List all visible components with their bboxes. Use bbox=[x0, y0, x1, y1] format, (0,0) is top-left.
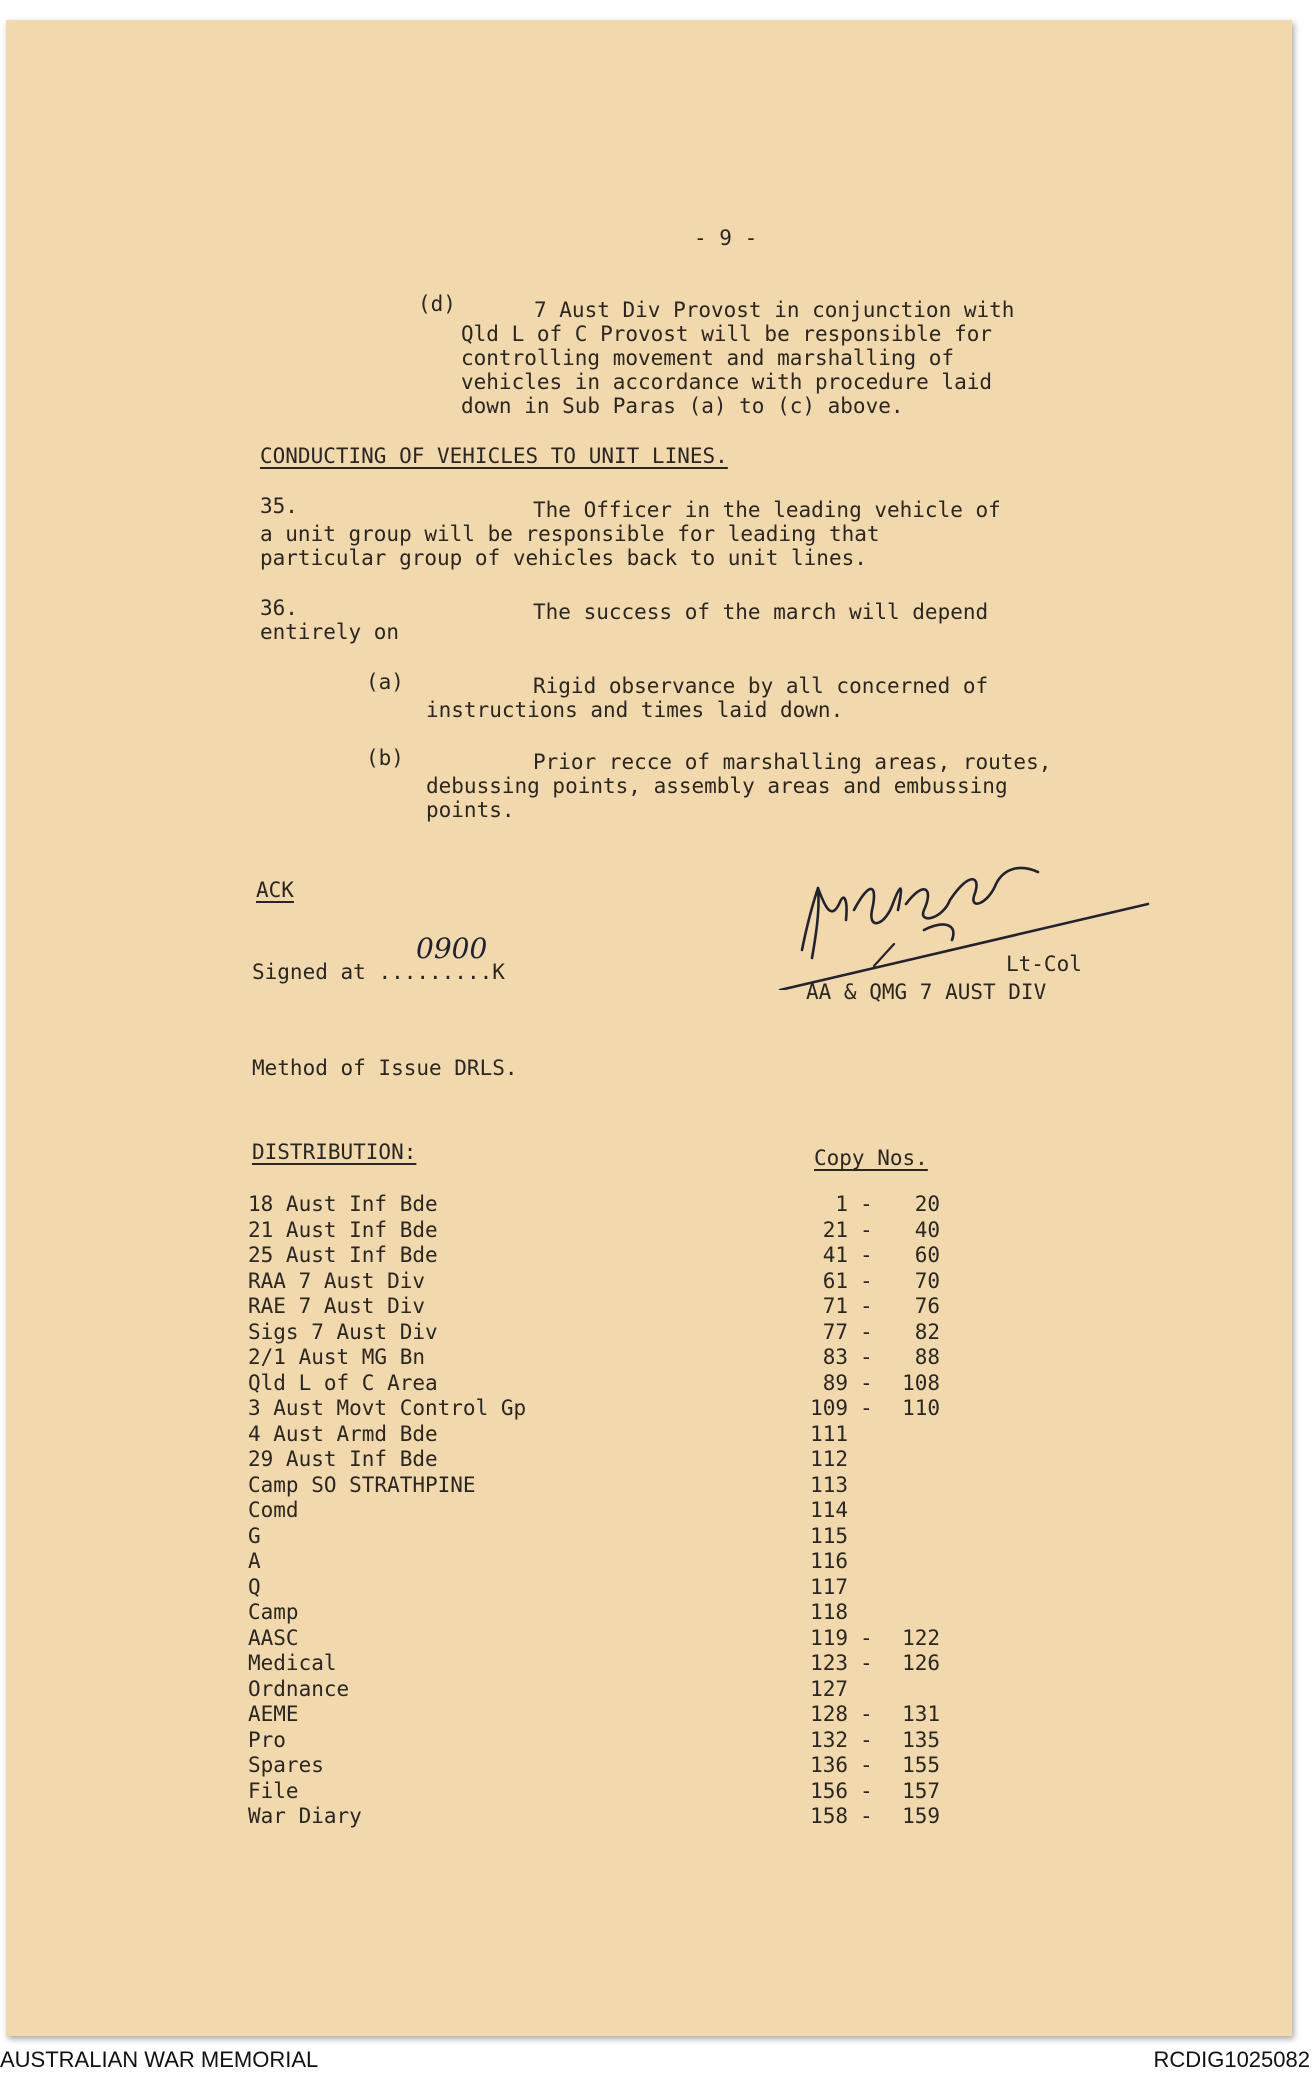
copy-number-to: 135 bbox=[902, 1727, 940, 1752]
ack-label: ACK bbox=[256, 878, 294, 902]
copy-number-from: 128 bbox=[810, 1702, 848, 1726]
copy-number-from: 71 bbox=[822, 1294, 848, 1318]
copy-number-to: 155 bbox=[902, 1753, 940, 1777]
para-35-line-2: a unit group will be responsible for leading that bbox=[260, 522, 880, 546]
copy-range-dash: - bbox=[860, 1268, 873, 1293]
copy-number-to: 20 bbox=[914, 1192, 940, 1216]
para-d-line-2: Qld L of C Provost will be responsible for bbox=[461, 322, 993, 346]
distribution-unit: RAE 7 Aust Div bbox=[248, 1294, 426, 1318]
copy-number-from: 111 bbox=[810, 1421, 848, 1446]
distribution-row bbox=[248, 1804, 1008, 1830]
copy-number-to: 126 bbox=[902, 1651, 940, 1675]
distribution-row bbox=[248, 1651, 1008, 1677]
copy-number-to: 159 bbox=[902, 1804, 940, 1828]
distribution-unit: 3 Aust Movt Control Gp bbox=[248, 1396, 527, 1420]
distribution-row bbox=[248, 1626, 1008, 1652]
distribution-table bbox=[248, 1192, 1008, 1842]
copy-number-from: 123 bbox=[810, 1651, 848, 1675]
distribution-unit: 18 Aust Inf Bde bbox=[248, 1192, 438, 1216]
copy-number-to: 110 bbox=[902, 1396, 940, 1420]
distribution-unit: Pro bbox=[248, 1727, 286, 1752]
copy-number-to: 82 bbox=[914, 1319, 940, 1344]
distribution-row bbox=[248, 1549, 1008, 1575]
copy-range-dash: - bbox=[860, 1217, 873, 1242]
copy-range-dash: - bbox=[860, 1778, 873, 1803]
copy-range-dash: - bbox=[860, 1651, 873, 1675]
distribution-row bbox=[248, 1422, 1008, 1448]
sub-a-line-1: Rigid observance by all concerned of bbox=[533, 674, 989, 698]
copy-range-dash: - bbox=[860, 1753, 873, 1777]
distribution-row bbox=[248, 1447, 1008, 1473]
distribution-unit: 2/1 Aust MG Bn bbox=[248, 1345, 426, 1369]
signed-at-label: Signed at bbox=[252, 960, 366, 984]
copy-number-to: 40 bbox=[914, 1217, 940, 1242]
copy-range-dash: - bbox=[860, 1294, 873, 1318]
distribution-row bbox=[248, 1600, 1008, 1626]
copy-range-dash: - bbox=[860, 1192, 873, 1216]
distribution-row bbox=[248, 1396, 1008, 1422]
distribution-row bbox=[248, 1320, 1008, 1346]
para-d-line-5: down in Sub Paras (a) to (c) above. bbox=[461, 394, 904, 418]
distribution-unit: AEME bbox=[248, 1702, 299, 1726]
copy-number-from: 136 bbox=[810, 1753, 848, 1777]
method-of-issue: Method of Issue DRLS. bbox=[252, 1056, 518, 1080]
distribution-row bbox=[248, 1753, 1008, 1779]
copy-number-to: 157 bbox=[902, 1778, 940, 1803]
distribution-unit: 29 Aust Inf Bde bbox=[248, 1447, 438, 1471]
copy-number-to: 88 bbox=[914, 1345, 940, 1369]
signed-at-dots: ......... bbox=[378, 960, 493, 984]
signed-at-suffix: K bbox=[492, 960, 505, 984]
para-35-number: 35. bbox=[260, 494, 298, 518]
copy-range-dash: - bbox=[860, 1625, 873, 1650]
document-page bbox=[6, 20, 1292, 2036]
distribution-row bbox=[248, 1243, 1008, 1269]
distribution-row bbox=[248, 1702, 1008, 1728]
handwritten-time: 0900 bbox=[416, 932, 488, 965]
copy-range-dash: - bbox=[860, 1396, 873, 1420]
para-36-line-2: entirely on bbox=[260, 620, 400, 644]
copy-range-dash: - bbox=[860, 1804, 873, 1828]
copy-number-from: 112 bbox=[810, 1447, 848, 1471]
copy-number-from: 83 bbox=[822, 1345, 848, 1369]
para-d-label: (d) bbox=[418, 292, 456, 316]
distribution-unit: Q bbox=[248, 1574, 261, 1599]
sub-a-label: (a) bbox=[366, 670, 404, 694]
distribution-unit: Comd bbox=[248, 1498, 299, 1522]
distribution-unit: Camp SO STRATHPINE bbox=[248, 1472, 476, 1497]
distribution-unit: War Diary bbox=[248, 1804, 362, 1828]
distribution-row bbox=[248, 1345, 1008, 1371]
distribution-heading: DISTRIBUTION: bbox=[252, 1140, 417, 1164]
copy-range-dash: - bbox=[860, 1702, 873, 1726]
copy-number-from: 113 bbox=[810, 1472, 848, 1497]
distribution-unit: RAA 7 Aust Div bbox=[248, 1268, 426, 1293]
copy-number-from: 117 bbox=[810, 1574, 848, 1599]
distribution-row bbox=[248, 1473, 1008, 1499]
copy-number-from: 21 bbox=[822, 1217, 848, 1242]
sub-a-line-2: instructions and times laid down. bbox=[426, 698, 844, 722]
copy-range-dash: - bbox=[860, 1370, 873, 1395]
signature-title: AA & QMG 7 AUST DIV bbox=[806, 980, 1047, 1004]
copy-number-to: 122 bbox=[902, 1625, 940, 1650]
copy-number-from: 116 bbox=[810, 1549, 848, 1573]
para-36-line-1: The success of the march will depend bbox=[533, 600, 989, 624]
distribution-unit: Qld L of C Area bbox=[248, 1370, 438, 1395]
distribution-unit: 25 Aust Inf Bde bbox=[248, 1243, 438, 1267]
distribution-row bbox=[248, 1371, 1008, 1397]
copy-number-from: 61 bbox=[822, 1268, 848, 1293]
distribution-unit: Sigs 7 Aust Div bbox=[248, 1319, 438, 1344]
signature-scribble bbox=[774, 840, 1154, 990]
copy-number-from: 115 bbox=[810, 1523, 848, 1548]
copy-number-from: 89 bbox=[822, 1370, 848, 1395]
footer-archive-name: AUSTRALIAN WAR MEMORIAL bbox=[0, 2047, 319, 2072]
copy-range-dash: - bbox=[860, 1319, 873, 1344]
distribution-row bbox=[248, 1524, 1008, 1550]
distribution-unit: File bbox=[248, 1778, 299, 1803]
para-35-line-3: particular group of vehicles back to unit lines. bbox=[260, 546, 867, 570]
distribution-row bbox=[248, 1779, 1008, 1805]
copy-number-to: 76 bbox=[914, 1294, 940, 1318]
copy-number-from: 127 bbox=[810, 1676, 848, 1701]
distribution-row bbox=[248, 1728, 1008, 1754]
distribution-unit: AASC bbox=[248, 1625, 299, 1650]
page-number: - 9 - bbox=[694, 226, 758, 250]
distribution-unit: 4 Aust Armd Bde bbox=[248, 1421, 438, 1446]
copy-number-from: 156 bbox=[810, 1778, 848, 1803]
distribution-row bbox=[248, 1575, 1008, 1601]
copy-number-from: 109 bbox=[810, 1396, 848, 1420]
sub-b-line-1: Prior recce of marshalling areas, routes, bbox=[533, 750, 1052, 774]
sub-b-line-2: debussing points, assembly areas and embussing bbox=[426, 774, 1008, 798]
copy-number-to: 60 bbox=[914, 1243, 940, 1267]
copy-number-to: 108 bbox=[902, 1370, 940, 1395]
distribution-row bbox=[248, 1498, 1008, 1524]
distribution-row bbox=[248, 1294, 1008, 1320]
signature-rank: Lt-Col bbox=[1006, 952, 1082, 976]
copy-number-from: 158 bbox=[810, 1804, 848, 1828]
copy-range-dash: - bbox=[860, 1345, 873, 1369]
para-d-line-1: 7 Aust Div Provost in conjunction with bbox=[534, 298, 1015, 322]
footer-record-id: RCDIG1025082 bbox=[1153, 2047, 1310, 2072]
distribution-row bbox=[248, 1677, 1008, 1703]
sub-b-label: (b) bbox=[366, 746, 404, 770]
copy-number-to: 70 bbox=[914, 1268, 940, 1293]
distribution-unit: Medical bbox=[248, 1651, 337, 1675]
copy-nos-heading: Copy Nos. bbox=[814, 1146, 928, 1170]
distribution-unit: G bbox=[248, 1523, 261, 1548]
distribution-unit: Spares bbox=[248, 1753, 324, 1777]
para-36-number: 36. bbox=[260, 596, 298, 620]
copy-range-dash: - bbox=[860, 1727, 873, 1752]
para-d-line-3: controlling movement and marshalling of bbox=[461, 346, 955, 370]
distribution-unit: Camp bbox=[248, 1600, 299, 1624]
distribution-unit: Ordnance bbox=[248, 1676, 350, 1701]
distribution-row bbox=[248, 1218, 1008, 1244]
para-d-line-4: vehicles in accordance with procedure laid bbox=[461, 370, 993, 394]
distribution-unit: 21 Aust Inf Bde bbox=[248, 1217, 438, 1242]
copy-number-from: 119 bbox=[810, 1625, 848, 1650]
distribution-unit: A bbox=[248, 1549, 261, 1573]
copy-number-from: 41 bbox=[822, 1243, 848, 1267]
distribution-row bbox=[248, 1269, 1008, 1295]
heading-conducting-vehicles: CONDUCTING OF VEHICLES TO UNIT LINES. bbox=[260, 444, 728, 468]
distribution-row bbox=[248, 1192, 1008, 1218]
copy-number-to: 131 bbox=[902, 1702, 940, 1726]
sub-b-line-3: points. bbox=[426, 798, 515, 822]
copy-number-from: 132 bbox=[810, 1727, 848, 1752]
copy-number-from: 118 bbox=[810, 1600, 848, 1624]
copy-number-from: 1 bbox=[835, 1192, 848, 1216]
copy-number-from: 114 bbox=[810, 1498, 848, 1522]
copy-range-dash: - bbox=[860, 1243, 873, 1267]
para-35-line-1: The Officer in the leading vehicle of bbox=[533, 498, 1001, 522]
copy-number-from: 77 bbox=[822, 1319, 848, 1344]
